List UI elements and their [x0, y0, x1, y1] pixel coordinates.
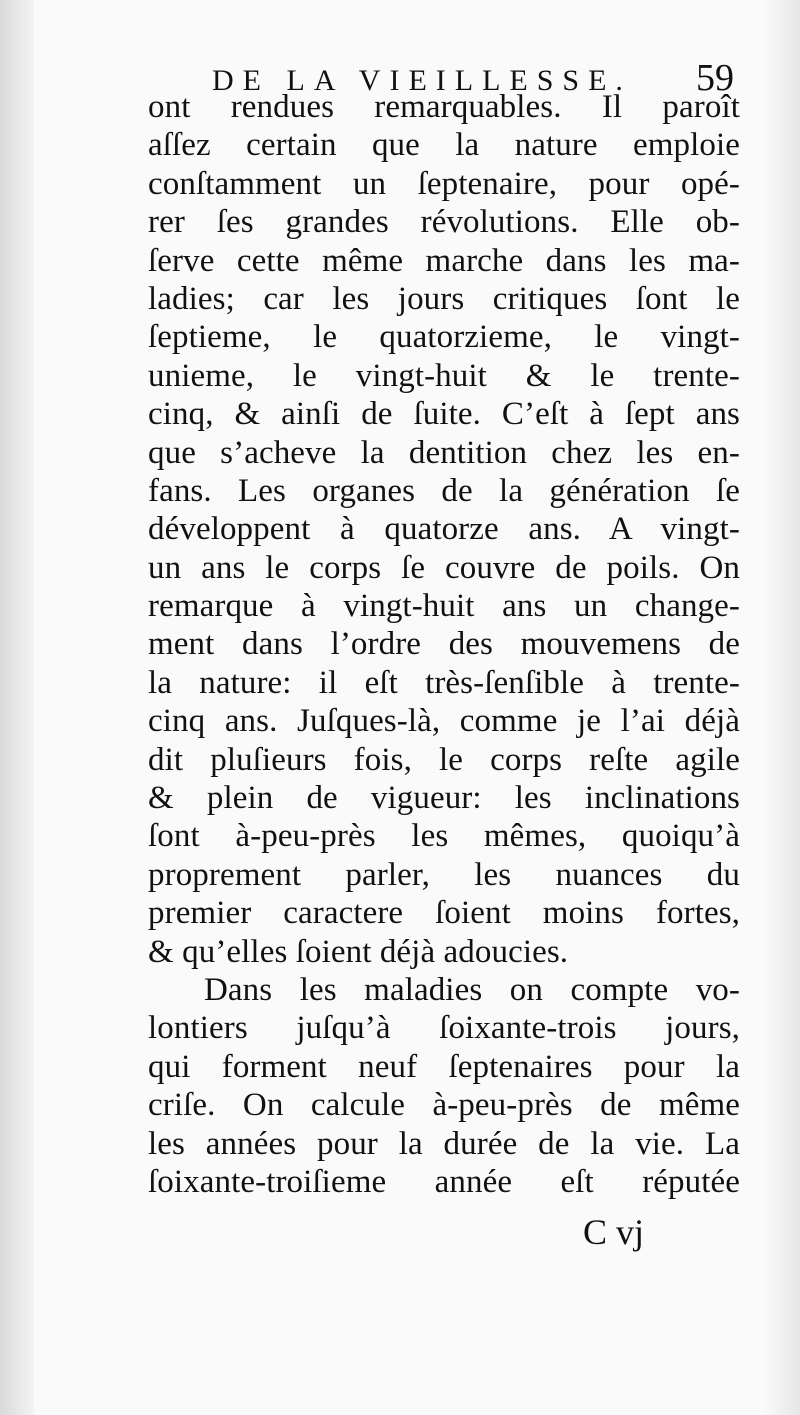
text-line: que s’acheve la dentition chez les en-	[148, 434, 740, 471]
page-edge	[764, 0, 800, 1415]
running-title: DE LA VIEILLESSE.	[212, 64, 632, 97]
text-line: cinq, & ainſi de ſuite. C’eſt à ſept ans	[148, 396, 740, 433]
text-line: unieme, le vingt-huit & le trente-	[148, 357, 740, 394]
text-line: rer ſes grandes révolutions. Elle ob-	[148, 204, 740, 241]
paragraph-end-line: & qu’elles ſoient déjà adoucies.	[148, 933, 569, 970]
text-line: conſtamment un ſeptenaire, pour opé-	[148, 165, 740, 202]
text-line: criſe. On calcule à-peu-près de même	[148, 1087, 740, 1124]
text-line: fans. Les organes de la génération ſe	[148, 472, 740, 509]
signature-mark: C vj	[583, 1212, 645, 1252]
text-line: développent à quatorze ans. A vingt-	[148, 511, 740, 548]
text-line: ont rendues remarquables. Il paroît	[148, 89, 740, 125]
text-line: ſont à-peu-près les mêmes, quoiqu’à	[148, 818, 740, 855]
body-text	[148, 88, 740, 1201]
text-line: ſeptieme, le quatorzieme, le vingt-	[148, 319, 740, 356]
text-line: la nature: il eſt très-ſenſible à trente-	[148, 664, 740, 701]
text-line: ladies; car les jours critiques ſont le	[148, 280, 740, 317]
text-line: premier caractere ſoient moins fortes,	[148, 895, 740, 932]
page-number: 59	[696, 57, 734, 99]
text-line: dit pluſieurs fois, le corps reſte agile	[148, 741, 740, 778]
text-line: un ans le corps ſe couvre de poils. On	[148, 549, 740, 586]
text-line: aſſez certain que la nature emploie	[148, 127, 740, 164]
text-line: les années pour la durée de la vie. La	[148, 1125, 740, 1162]
text-line: lontiers juſqu’à ſoixante-trois jours,	[148, 1010, 740, 1047]
text-line: qui forment neuf ſeptenaires pour la	[148, 1048, 740, 1085]
text-line: ſoixante-troiſieme année eſt réputée	[148, 1163, 740, 1200]
text-line: ſerve cette même marche dans les ma-	[148, 242, 740, 279]
text-line: cinq ans. Juſques-là, comme je l’ai déjà	[148, 703, 740, 740]
paragraph-start-line: Dans les maladies on compte vo-	[204, 971, 740, 1008]
text-line: proprement parler, les nuances du	[148, 856, 740, 893]
text-line: remarque à vingt-huit ans un change-	[148, 588, 740, 625]
text-line: & plein de vigueur: les inclinations	[148, 780, 740, 817]
text-line: ment dans l’ordre des mouvemens de	[148, 626, 740, 663]
page-gutter-shadow	[0, 0, 34, 1415]
